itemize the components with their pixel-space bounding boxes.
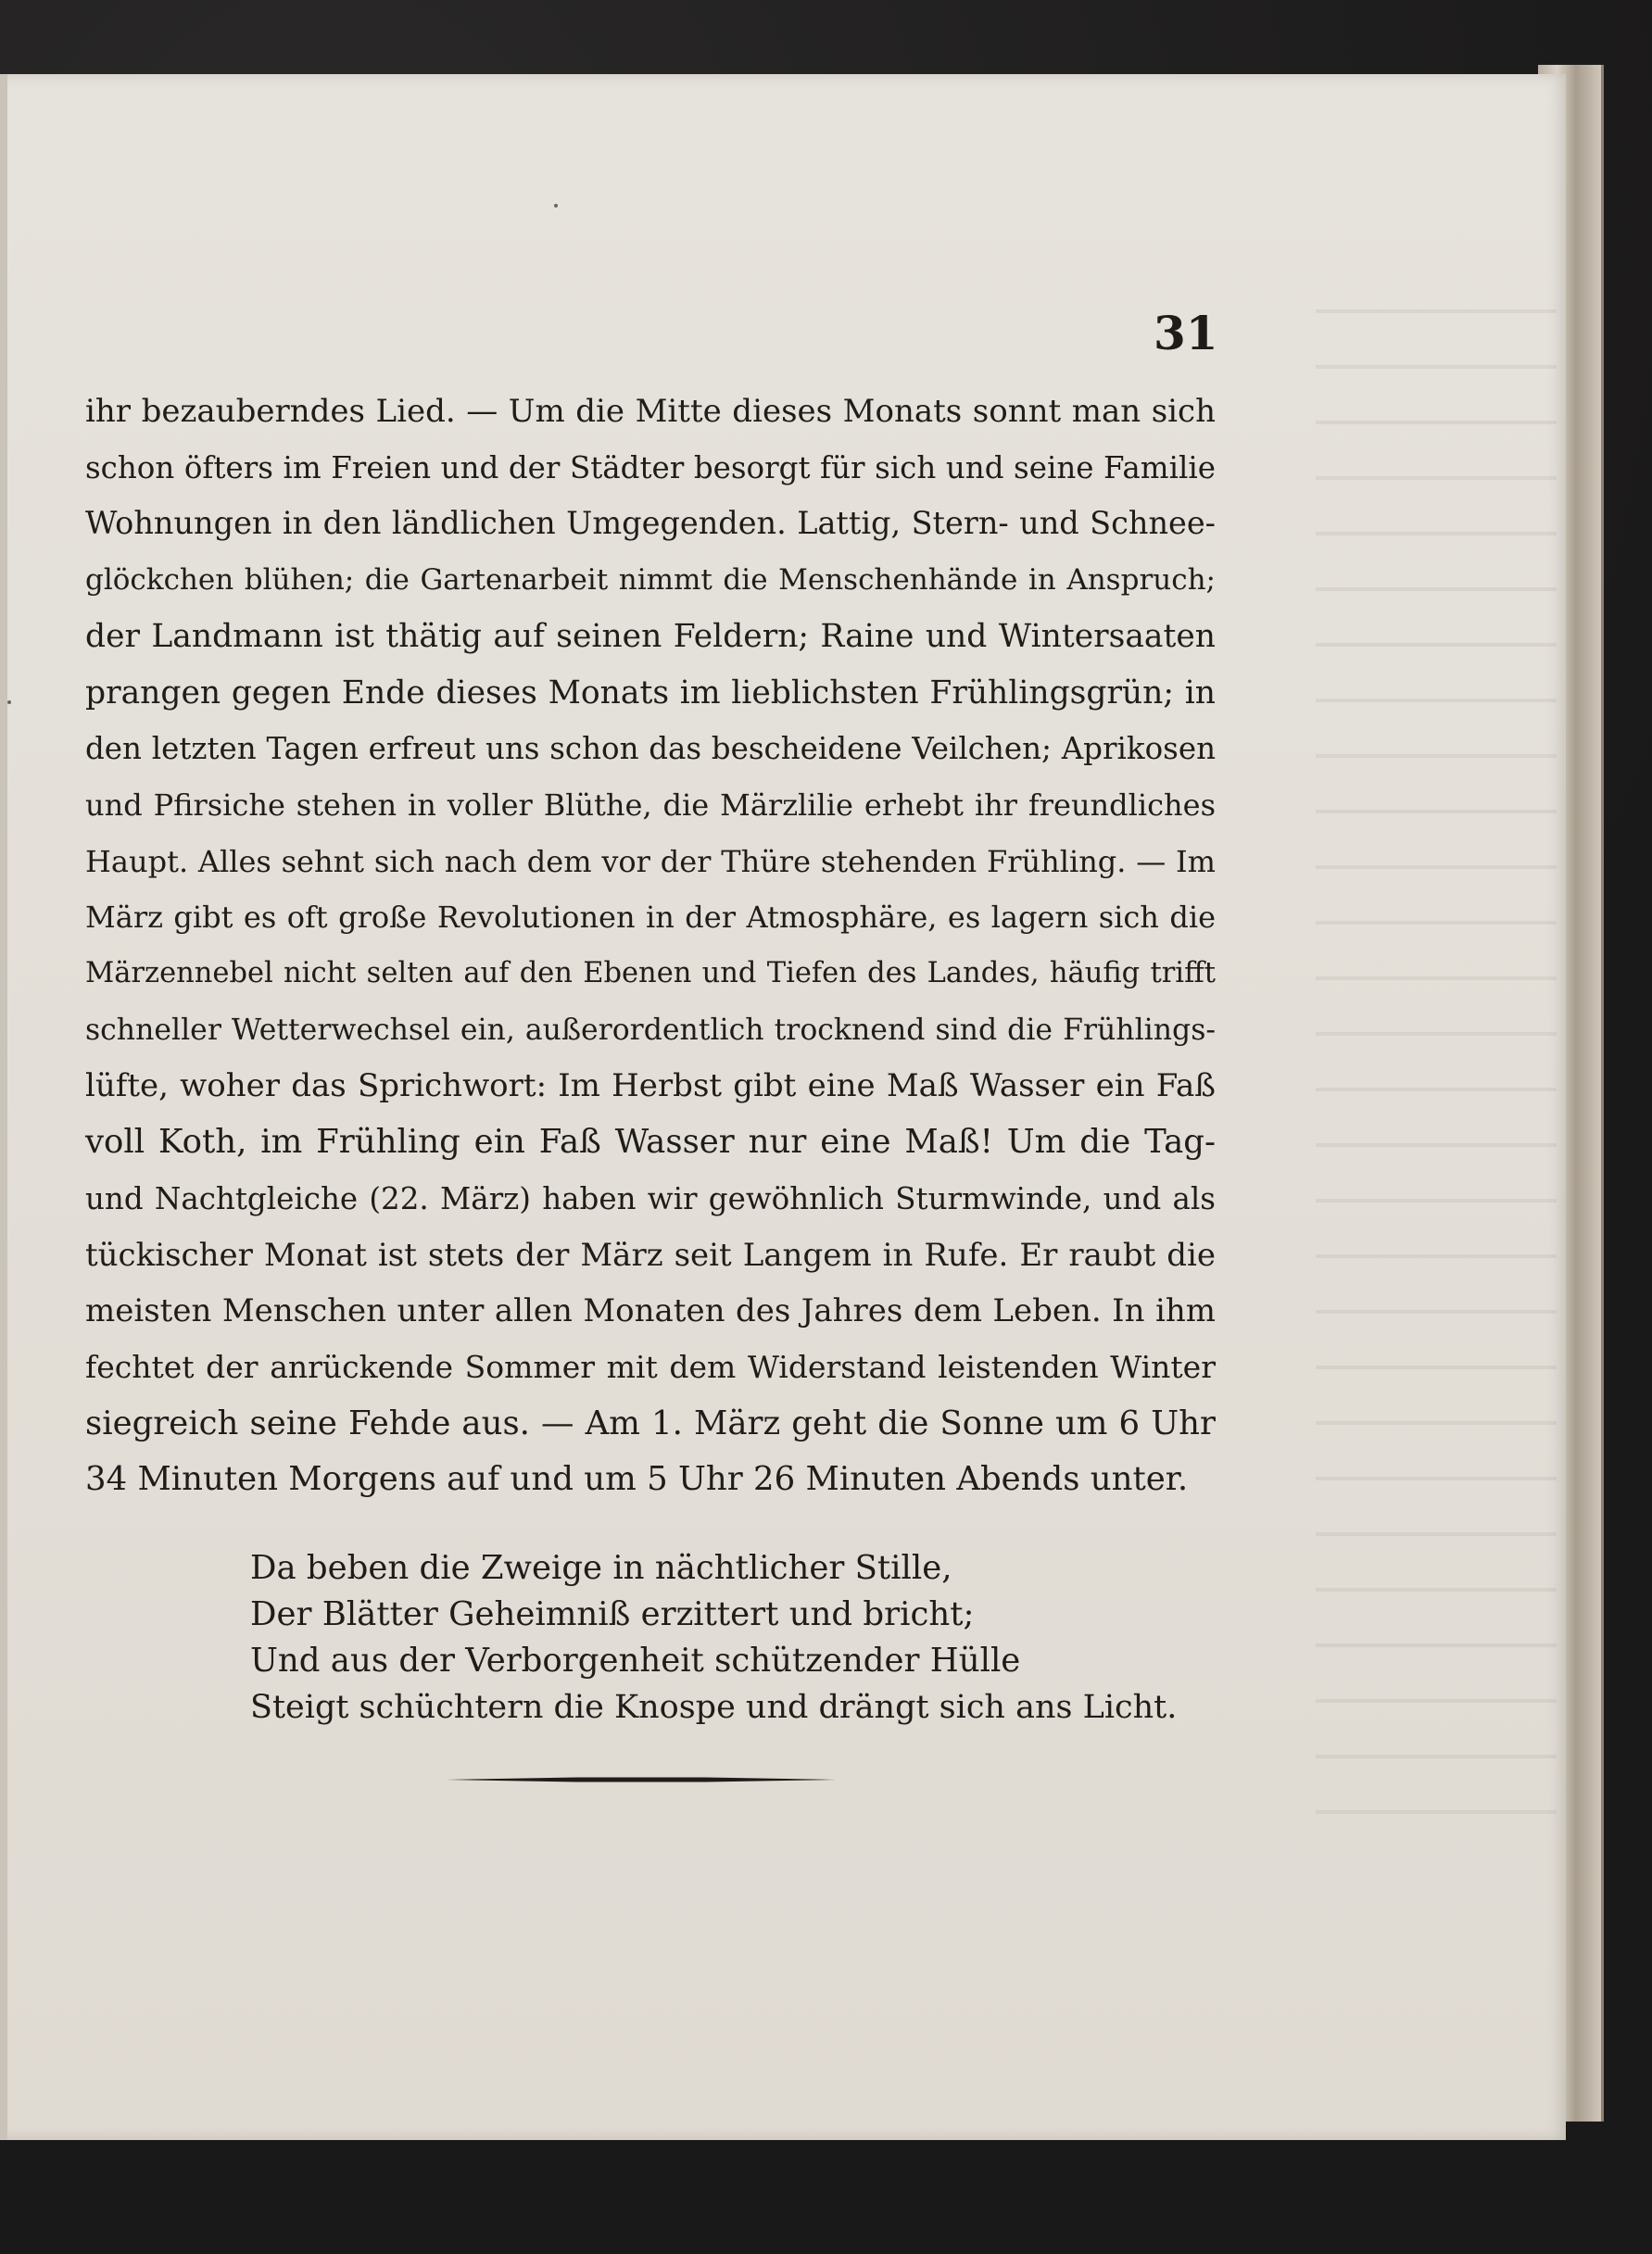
paper-speck bbox=[7, 700, 11, 704]
page-number: 31 bbox=[1154, 306, 1218, 360]
text-line: Märzennebel nicht selten auf den Ebenen und Tiefen des Landes, häufig trifft bbox=[85, 957, 1216, 990]
text-line: und Pfirsiche stehen in voller Blüthe, die Märzlilie erhebt ihr freundliches bbox=[85, 787, 1216, 823]
body-paragraph bbox=[85, 384, 1216, 1508]
text-line: schon öfters im Freien und der Städter besorgt für sich und seine Familie bbox=[85, 449, 1216, 485]
text-line: März gibt es oft große Revolutionen in der Atmosphäre, es lagern sich die bbox=[85, 900, 1216, 936]
text-line: 34 Minuten Morgens auf und um 5 Uhr 26 Minuten Abends unter. bbox=[85, 1460, 1189, 1499]
text-line: den letzten Tagen erfreut uns schon das bescheidene Veilchen; Aprikosen bbox=[85, 731, 1216, 767]
poem-line: Da beben die Zweige in nächtlicher Stille, bbox=[250, 1549, 952, 1587]
text-line: lüfte, woher das Sprichwort: Im Herbst gibt eine Maß Wasser ein Faß bbox=[85, 1067, 1216, 1105]
text-line: der Landmann ist thätig auf seinen Feldern; Raine und Wintersaaten bbox=[85, 617, 1216, 655]
text-line: prangen gegen Ende dieses Monats im lieblichsten Frühlingsgrün; in bbox=[85, 674, 1216, 711]
text-line: und Nachtgleiche (22. März) haben wir gewöhnlich Sturmwinde, und als bbox=[85, 1180, 1216, 1216]
text-line: glöckchen blühen; die Gartenarbeit nimmt die Menschenhände in Anspruch; bbox=[85, 563, 1216, 598]
paper-speck bbox=[554, 204, 558, 208]
show-through-text bbox=[1316, 278, 1557, 1853]
poem-line: Steigt schüchtern die Knospe und drängt sich ans Licht. bbox=[250, 1689, 1178, 1726]
text-line: Wohnungen in den ländlichen Umgegenden. Lattig, Stern- und Schnee- bbox=[85, 505, 1216, 542]
text-line: Haupt. Alles sehnt sich nach dem vor der Thüre stehenden Frühling. — Im bbox=[85, 843, 1216, 879]
text-line: siegreich seine Fehde aus. — Am 1. März geht die Sonne um 6 Uhr bbox=[85, 1404, 1216, 1442]
text-line: fechtet der anrückende Sommer mit dem Widerstand leistenden Winter bbox=[85, 1348, 1216, 1385]
poem-line: Und aus der Verborgenheit schützender Hülle bbox=[250, 1642, 1021, 1680]
section-end-rule bbox=[447, 1777, 836, 1782]
text-line: tückischer Monat ist stets der März seit Langem in Rufe. Er raubt die bbox=[85, 1236, 1216, 1274]
text-line: schneller Wetterwechsel ein, außerordentlich trocknend sind die Frühlings- bbox=[85, 1013, 1216, 1047]
text-line: meisten Menschen unter allen Monaten des Jahres dem Leben. In ihm bbox=[85, 1292, 1216, 1330]
poem-line: Der Blätter Geheimniß erzittert und bricht; bbox=[250, 1595, 975, 1633]
text-line: ihr bezauberndes Lied. — Um die Mitte dieses Monats sonnt man sich bbox=[85, 393, 1216, 430]
page-left-edge bbox=[0, 74, 7, 2140]
poem-stanza bbox=[250, 1545, 1177, 1731]
text-line: voll Koth, im Frühling ein Faß Wasser nur eine Maß! Um die Tag- bbox=[85, 1123, 1216, 1162]
